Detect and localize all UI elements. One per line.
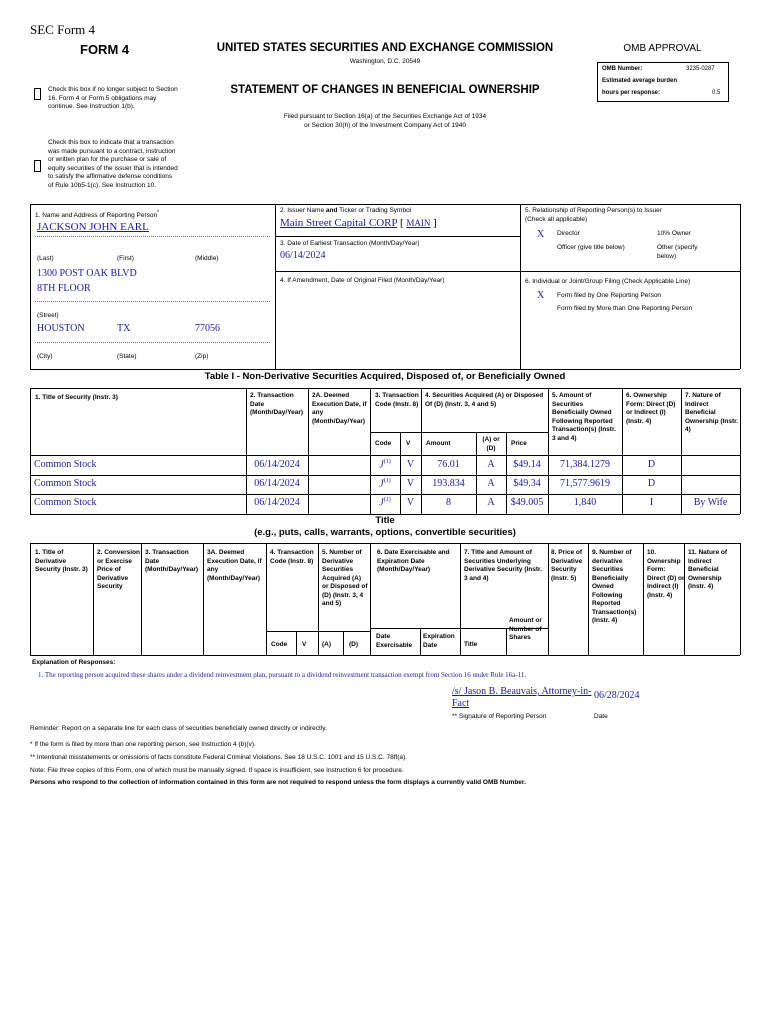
t1-row1-amount: 76.01 — [437, 459, 460, 470]
explanation-label: Explanation of Responses: — [32, 659, 116, 666]
t1-row3-amount: 8 — [446, 497, 451, 508]
t2-amt: Amount or Number of Shares — [509, 617, 542, 641]
director-label: Director — [557, 230, 580, 237]
city-label: (City) — [37, 353, 53, 360]
zip-label: (Zip) — [195, 353, 209, 360]
table2-title: Title — [375, 515, 395, 526]
street-label: (Street) — [37, 312, 59, 319]
t2-h4: 4. Transaction Code (Instr. 8) — [270, 549, 314, 565]
footnote-ref: (1) — [383, 497, 391, 503]
footnote-ref: (1) — [383, 459, 391, 465]
t1-row2-v: V — [406, 478, 415, 489]
filing-label: 6. Individual or Joint/Group Filing (Check Applicable Line) — [525, 278, 691, 285]
state: TX — [117, 323, 131, 334]
t1-row2-amount: 193.834 — [432, 478, 465, 489]
agency-city: Washington, D.C. 20549 — [349, 58, 421, 65]
note-2: ** Intentional misstatements or omissions of facts constitute Federal Criminal Violations. See 18 U.S.C. 1001 and 15 U.S.C. 78ff(a). — [30, 754, 407, 761]
t1-row1-owned: 71,384.1279 — [560, 459, 610, 470]
filed-pursuant-2: or Section 30(h) of the Investment Company Act of 1940 — [304, 122, 466, 129]
signature-date-label: Date — [594, 713, 608, 720]
t1-amount: Amount — [426, 440, 451, 447]
t2-v: V — [302, 641, 307, 648]
officer-label: Officer (give title below) — [557, 244, 625, 251]
middle-label: (Middle) — [195, 255, 219, 262]
t1-row3-owned: 1,840 — [573, 497, 597, 508]
statement-title: STATEMENT OF CHANGES IN BENEFICIAL OWNERSHIP — [230, 84, 540, 96]
form-label: FORM 4 — [80, 42, 130, 57]
one-person-label: Form filed by One Reporting Person — [557, 292, 662, 299]
amendment-label: 4. If Amendment, Date of Original Filed (Month/Day/Year) — [280, 277, 445, 284]
t1-h3: 3. Transaction Code (Instr. 8) — [375, 392, 419, 408]
filed-pursuant-1: Filed pursuant to Section 16(a) of the Securities Exchange Act of 1934 — [283, 113, 487, 120]
t1-code: Code — [375, 440, 392, 447]
agency: UNITED STATES SECURITIES AND EXCHANGE COMMISSION — [216, 42, 554, 54]
t1-h2a: 2A. Deemed Execution Date, if any (Month/Day/Year) — [312, 392, 367, 425]
t1-row2-ad: A — [487, 478, 495, 489]
t1-row3-date: 06/14/2024 — [254, 497, 300, 508]
t1-h7: 7. Nature of Indirect Beneficial Ownership (Instr. 4) — [685, 392, 739, 433]
table2-subtitle: (e.g., puts, calls, warrants, options, convertible securities) — [254, 527, 516, 538]
omb-number-value: 3235-0287 — [686, 66, 715, 72]
t1-h4: 4. Securities Acquired (A) or Disposed Of (D) (Instr. 3, 4 and 5) — [425, 392, 544, 408]
note-4: Persons who respond to the collection of information contained in this form are not required to respond unless the form displays a currently valid OMB Number. — [30, 779, 526, 786]
city: HOUSTON — [37, 323, 85, 334]
ten-pct-owner-label: 10% Owner — [657, 230, 691, 237]
t1-row3-ad: A — [487, 497, 495, 508]
issuer-name-line: Main Street Capital CORP [ MAIN ] — [280, 217, 437, 229]
more-person-label: Form filed by More than One Reporting Person — [557, 305, 693, 312]
t1-row2-owned: 71,577.9619 — [560, 478, 610, 489]
note-3: Note: File three copies of this Form, one of which must be manually signed. If space is insufficient, see Instruction 6 for procedure. — [30, 767, 404, 774]
address-line-1: 1300 POST OAK BLVD — [37, 268, 137, 279]
omb-hours-label: hours per response: — [602, 90, 661, 96]
earliest-transaction-date: 06/14/2024 — [280, 250, 326, 261]
omb-title: OMB APPROVAL — [623, 43, 702, 54]
checkbox1-text: Check this box if no longer subject to Section 16. Form 4 or Form 5 obligations may continue. See Instruction 1(b). — [48, 86, 178, 110]
footnote-ref: (1) — [383, 478, 391, 484]
t1-h1: 1. Title of Security (Instr. 3) — [35, 394, 118, 401]
rule-10b5-1-checkbox[interactable] — [34, 160, 41, 172]
t1-v: V — [406, 440, 411, 447]
t2-h6: 6. Date Exercisable and Expiration Date (Month/Day/Year) — [377, 549, 450, 573]
signature-label: ** Signature of Reporting Person — [452, 713, 547, 720]
t2-h1: 1. Title of Derivative Security (Instr. 3) — [35, 549, 88, 573]
t2-code: Code — [271, 641, 288, 648]
t2-h2: 2. Conversion or Exercise Price of Derivative Security — [97, 549, 140, 590]
t1-row2-date: 06/14/2024 — [254, 478, 300, 489]
reminder: Reminder: Report on a separate line for each class of securities beneficially owned directly or indirectly. — [30, 725, 327, 732]
omb-burden-label: Estimated average burden — [602, 78, 678, 84]
director-mark: X — [537, 229, 545, 240]
t1-row3-nature: By Wife — [693, 497, 728, 508]
omb-number-label: OMB Number: — [602, 66, 643, 72]
t2-h7: 7. Title and Amount of Securities Underlying Derivative Security (Instr. 3 and 4) — [464, 549, 543, 582]
page-title: SEC Form 4 — [30, 22, 96, 37]
t1-price: Price — [511, 440, 527, 447]
reporting-person-label: 1. Name and Address of Reporting Person* — [35, 210, 160, 220]
t1-row1-form: D — [647, 459, 656, 470]
first-label: (First) — [117, 255, 134, 262]
t1-row1-ad: A — [487, 459, 495, 470]
t1-row1-code: $J^{(1)}$ — [379, 459, 391, 471]
t1-row2-price: $49.34 — [513, 478, 541, 489]
t1-h2: 2. Transaction Date (Month/Day/Year) — [250, 392, 304, 416]
issuer-label: 2. Issuer Name and Ticker or Trading Symbol — [280, 207, 412, 214]
t2-exp: Expiration Date — [423, 633, 455, 649]
t1-row3-title: Common Stock — [34, 497, 97, 508]
t1-aord: (A) or (D) — [482, 436, 500, 452]
t1-h5: 5. Amount of Securities Beneficially Owned Following Reported Transaction(s) (Instr. 3 and 4) — [552, 392, 616, 442]
t1-row1-price: $49.14 — [513, 459, 541, 470]
t1-row3-form: I — [649, 497, 654, 508]
t2-h11: 11. Nature of Indirect Beneficial Ownership (Instr. 4) — [688, 549, 728, 590]
t1-row1-title: Common Stock — [34, 459, 97, 470]
date-label: 3. Date of Earliest Transaction (Month/Day/Year) — [280, 240, 420, 247]
t2-h8: 8. Price of Derivative Security (Instr. 5) — [551, 549, 583, 582]
signature-date: 06/28/2024 — [594, 690, 640, 701]
t2-h5: 5. Number of Derivative Securities Acquired (A) or Disposed of (D) (Instr. 3, 4 and 5) — [322, 549, 368, 607]
t2-h10: 10. Ownership Form: Direct (D) or Indirect (I) (Instr. 4) — [647, 549, 685, 599]
t1-h6: 6. Ownership Form: Direct (D) or Indirect (I) (Instr. 4) — [626, 392, 676, 425]
issuer-ticker[interactable]: MAIN — [406, 218, 431, 228]
t1-row1-date: 06/14/2024 — [254, 459, 300, 470]
last-label: (Last) — [37, 255, 54, 262]
omb-hours-value: 0.5 — [712, 90, 721, 96]
note-1: * If the form is filed by more than one reporting person, see Instruction 4 (b)(v). — [30, 741, 256, 748]
issuer-name[interactable]: Main Street Capital CORP — [280, 217, 398, 229]
one-person-mark: X — [537, 290, 545, 301]
zip: 77056 — [195, 323, 220, 334]
t2-h3: 3. Transaction Date (Month/Day/Year) — [145, 549, 199, 573]
t2-h9: 9. Number of derivative Securities Beneficially Owned Following Reported Transaction(s) (Instr. 4) — [592, 549, 637, 624]
no-longer-subject-checkbox[interactable] — [34, 88, 41, 100]
state-label: (State) — [117, 353, 137, 360]
table1-title: Table I - Non-Derivative Securities Acquired, Disposed of, or Beneficially Owned — [204, 371, 566, 382]
footnote-1: 1. The reporting person acquired these shares under a dividend reinvestment plan, pursuant to a dividend reinvestment transaction exempt from Section 16 under Rule 16a-11. — [38, 671, 527, 679]
t1-row2-title: Common Stock — [34, 478, 97, 489]
t1-row3-code: $J^{(1)}$ — [379, 497, 391, 509]
reporting-person-name[interactable]: JACKSON JOHN EARL — [37, 221, 149, 233]
t2-h3a: 3A. Deemed Execution Date, if any (Month/Day/Year) — [207, 549, 262, 582]
relationship-label: 5. Relationship of Reporting Person(s) to Issuer — [525, 207, 662, 214]
relationship-label-2: (Check all applicable) — [525, 216, 588, 223]
t1-row2-code: $J^{(1)}$ — [379, 478, 391, 490]
address-line-2: 8TH FLOOR — [37, 283, 91, 294]
t2-d: (D) — [349, 641, 359, 648]
t1-row3-v: V — [406, 497, 415, 508]
t2-date-ex: Date Exercisable — [376, 633, 413, 649]
t1-row2-form: D — [647, 478, 656, 489]
t2-title: Title — [464, 641, 478, 648]
other-label: Other (specify below) — [657, 244, 698, 260]
checkbox2-text: Check this box to indicate that a transaction was made pursuant to a contract, instruction or written plan for the purchase or sale of equity securities of the issuer that is intended to satisfy the affirmative defense conditions of Rule 10b5-1(c). See Instruction 10. — [48, 139, 178, 189]
t1-row3-price: $49.005 — [510, 497, 544, 508]
signature: /s/ Jason B. Beauvais, Attorney-in-Fact — [452, 686, 592, 709]
t2-a: (A) — [322, 641, 332, 648]
t1-row1-v: V — [406, 459, 415, 470]
